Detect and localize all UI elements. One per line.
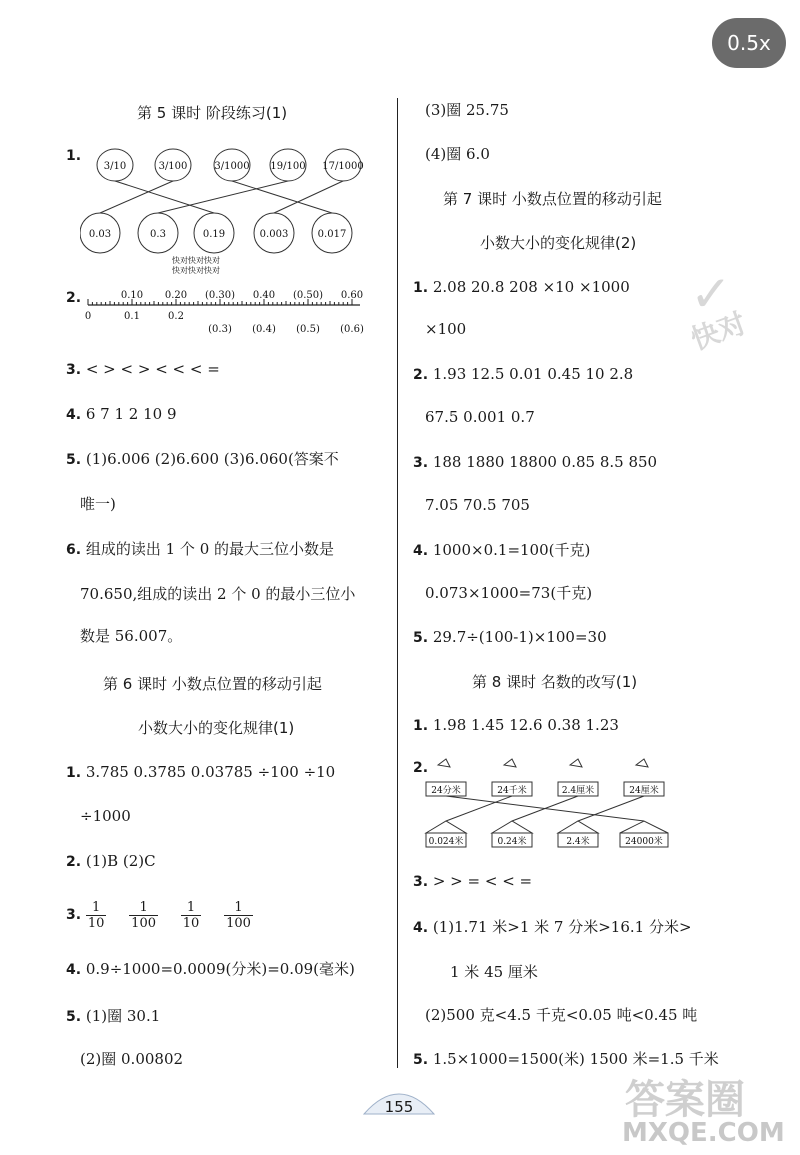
matching-diagram-1 bbox=[80, 145, 380, 285]
unit-matching-diagram bbox=[420, 755, 690, 855]
answer-line: 4. (1)1.71 米>1 米 7 分米>16.1 分米> bbox=[413, 918, 692, 936]
unit-label: 0.024米 bbox=[428, 837, 464, 847]
answer-text: 7.05 70.5 705 bbox=[425, 496, 530, 514]
tick-label: 0 bbox=[84, 311, 92, 322]
answer-label: (0.3) bbox=[208, 324, 232, 335]
answer-line: 5. (1)圈 30.1 bbox=[66, 1007, 161, 1025]
answer-text: 1.93 12.5 0.01 0.45 10 2.8 bbox=[432, 365, 634, 383]
number-line bbox=[80, 285, 380, 345]
answer-text: (2)500 克<4.5 千克<0.05 吨<0.45 吨 bbox=[425, 1006, 698, 1024]
answer-text: 6 7 1 2 10 9 bbox=[85, 405, 177, 423]
answer-text: (1)6.006 (2)6.600 (3)6.060(答案不 bbox=[85, 450, 339, 468]
section-heading-6: 第 6 课时 小数点位置的移动引起 bbox=[103, 675, 322, 693]
answer-text: 数是 56.007。 bbox=[80, 627, 183, 645]
mxqe-watermark: MXQE.COM bbox=[622, 1118, 785, 1148]
kuaidui-watermark: 快对 bbox=[686, 306, 751, 357]
unit-label: 0.24米 bbox=[497, 837, 527, 847]
tick-label: 0.10 bbox=[120, 290, 144, 301]
question-number: 2. bbox=[66, 290, 82, 306]
answer-line: 4. 1000×0.1=100(千克) bbox=[413, 541, 591, 559]
section-heading-8: 第 8 课时 名数的改写(1) bbox=[472, 673, 638, 691]
unit-label: 24分米 bbox=[431, 786, 461, 796]
answer-text: 1.5×1000=1500(米) 1500 米=1.5 千米 bbox=[432, 1050, 719, 1068]
unit-label: 24000米 bbox=[625, 837, 663, 847]
answer-label: (0.4) bbox=[252, 324, 276, 335]
fraction-label: 3/1000 bbox=[214, 161, 250, 172]
fraction: $\frac{1}{100}$ bbox=[226, 899, 251, 931]
answer-line: 1. 2.08 20.8 208 ×10 ×1000 bbox=[413, 278, 630, 296]
answer-text: 唯一) bbox=[80, 495, 116, 513]
checkmark-icon: ✓ bbox=[690, 265, 732, 323]
tick-label: 0.1 bbox=[124, 311, 140, 322]
fraction-label: 17/1000 bbox=[322, 161, 364, 172]
tick-label: (0.50) bbox=[292, 290, 324, 301]
answer-line: 3. 188 1880 18800 0.85 8.5 850 bbox=[413, 453, 658, 471]
fraction-label: 3/100 bbox=[158, 161, 188, 172]
answer-text: (2)圈 0.00802 bbox=[80, 1050, 184, 1068]
answer-text: ÷1000 bbox=[80, 807, 131, 825]
answer-line: 3. < > < > < < < = bbox=[66, 360, 220, 378]
section-heading-5: 第 5 课时 阶段练习(1) bbox=[137, 104, 288, 122]
watermark-note: 快对快对快对 bbox=[172, 256, 220, 265]
section-heading-7-sub: 小数大小的变化规律(2) bbox=[480, 234, 637, 252]
answer-text: 1000×0.1=100(千克) bbox=[432, 541, 591, 559]
column-divider bbox=[397, 98, 398, 1068]
unit-label: 2.4米 bbox=[566, 837, 590, 847]
fraction: $\frac{1}{100}$ bbox=[131, 899, 156, 931]
page-number-badge bbox=[360, 1080, 438, 1120]
section-heading-6-sub: 小数大小的变化规律(1) bbox=[138, 719, 295, 737]
answer-text: (3)圈 25.75 bbox=[425, 101, 509, 119]
answer-text: 0.9÷1000=0.0009(分米)=0.09(毫米) bbox=[85, 960, 355, 978]
answer-text: (1)圈 30.1 bbox=[85, 1007, 161, 1025]
answer-text: 组成的读出 1 个 0 的最大三位小数是 bbox=[85, 540, 335, 558]
answer-text: < > < > < < < = bbox=[85, 360, 220, 378]
unit-label: 24厘米 bbox=[629, 786, 659, 796]
answer-line: 1. 3.785 0.3785 0.03785 ÷100 ÷10 bbox=[66, 763, 336, 781]
answer-line: 2. 1.93 12.5 0.01 0.45 10 2.8 bbox=[413, 365, 634, 383]
answer-text: 1 米 45 厘米 bbox=[450, 963, 538, 981]
watermark-note: 快对快对快对 bbox=[172, 266, 220, 275]
answer-line: 5. 1.5×1000=1500(米) 1500 米=1.5 千米 bbox=[413, 1050, 719, 1068]
fraction: $\frac{1}{10}$ bbox=[182, 899, 200, 931]
answer-text: 1.98 1.45 12.6 0.38 1.23 bbox=[432, 716, 619, 734]
answer-text: ×100 bbox=[425, 320, 467, 338]
answer-text: (1)1.71 米>1 米 7 分米>16.1 分米> bbox=[432, 918, 692, 936]
answer-text: (1)B (2)C bbox=[85, 852, 156, 870]
answer-line: 3. > > = < < = bbox=[413, 872, 533, 890]
question-number: 1. bbox=[66, 148, 82, 164]
decimal-label: 0.19 bbox=[202, 229, 226, 240]
answer-line: 3. $\frac{1}{10}$ $\frac{1}{100}$ $\frac{1}{10}$ $\frac{1}{100}$ bbox=[66, 899, 251, 931]
answer-text: 3.785 0.3785 0.03785 ÷100 ÷10 bbox=[85, 763, 336, 781]
unit-label: 2.4厘米 bbox=[561, 786, 595, 796]
answer-label: (0.5) bbox=[296, 324, 320, 335]
answer-text: (4)圈 6.0 bbox=[425, 145, 490, 163]
decimal-label: 0.03 bbox=[88, 229, 112, 240]
answer-line: 2. (1)B (2)C bbox=[66, 852, 156, 870]
answer-line: 1. 1.98 1.45 12.6 0.38 1.23 bbox=[413, 716, 619, 734]
answer-line: 6. 组成的读出 1 个 0 的最大三位小数是 bbox=[66, 540, 335, 558]
decimal-label: 0.3 bbox=[150, 229, 166, 240]
answer-line: 4. 0.9÷1000=0.0009(分米)=0.09(毫米) bbox=[66, 960, 355, 978]
answer-text: 2.08 20.8 208 ×10 ×1000 bbox=[432, 278, 630, 296]
tick-label: 0.60 bbox=[340, 290, 364, 301]
tick-label: 0.2 bbox=[168, 311, 184, 322]
answer-text: 67.5 0.001 0.7 bbox=[425, 408, 535, 426]
tick-label: 0.20 bbox=[164, 290, 188, 301]
answer-line: 4. 6 7 1 2 10 9 bbox=[66, 405, 177, 423]
answer-text: 29.7÷(100-1)×100=30 bbox=[432, 628, 607, 646]
answer-text: > > = < < = bbox=[432, 872, 533, 890]
decimal-label: 0.003 bbox=[259, 229, 289, 240]
fraction: $\frac{1}{10}$ bbox=[87, 899, 105, 931]
daan-watermark: 答案圈 bbox=[625, 1077, 745, 1123]
answer-line: 5. (1)6.006 (2)6.600 (3)6.060(答案不 bbox=[66, 450, 339, 468]
question-number: 2. bbox=[413, 760, 429, 776]
tick-label: 0.40 bbox=[252, 290, 276, 301]
unit-label: 24千米 bbox=[497, 786, 527, 796]
fraction-label: 3/10 bbox=[103, 161, 127, 172]
decimal-label: 0.017 bbox=[317, 229, 347, 240]
tick-label: (0.30) bbox=[204, 290, 236, 301]
page-number: 155 bbox=[384, 1098, 414, 1116]
zoom-level-badge[interactable]: 0.5x bbox=[712, 18, 786, 68]
answer-label: (0.6) bbox=[340, 324, 364, 335]
section-heading-7: 第 7 课时 小数点位置的移动引起 bbox=[443, 190, 662, 208]
answer-line: 5. 29.7÷(100-1)×100=30 bbox=[413, 628, 607, 646]
answer-text: 188 1880 18800 0.85 8.5 850 bbox=[432, 453, 658, 471]
answer-text: 70.650,组成的读出 2 个 0 的最小三位小 bbox=[80, 585, 356, 603]
answer-text: 0.073×1000=73(千克) bbox=[425, 584, 593, 602]
fraction-label: 19/100 bbox=[270, 161, 306, 172]
